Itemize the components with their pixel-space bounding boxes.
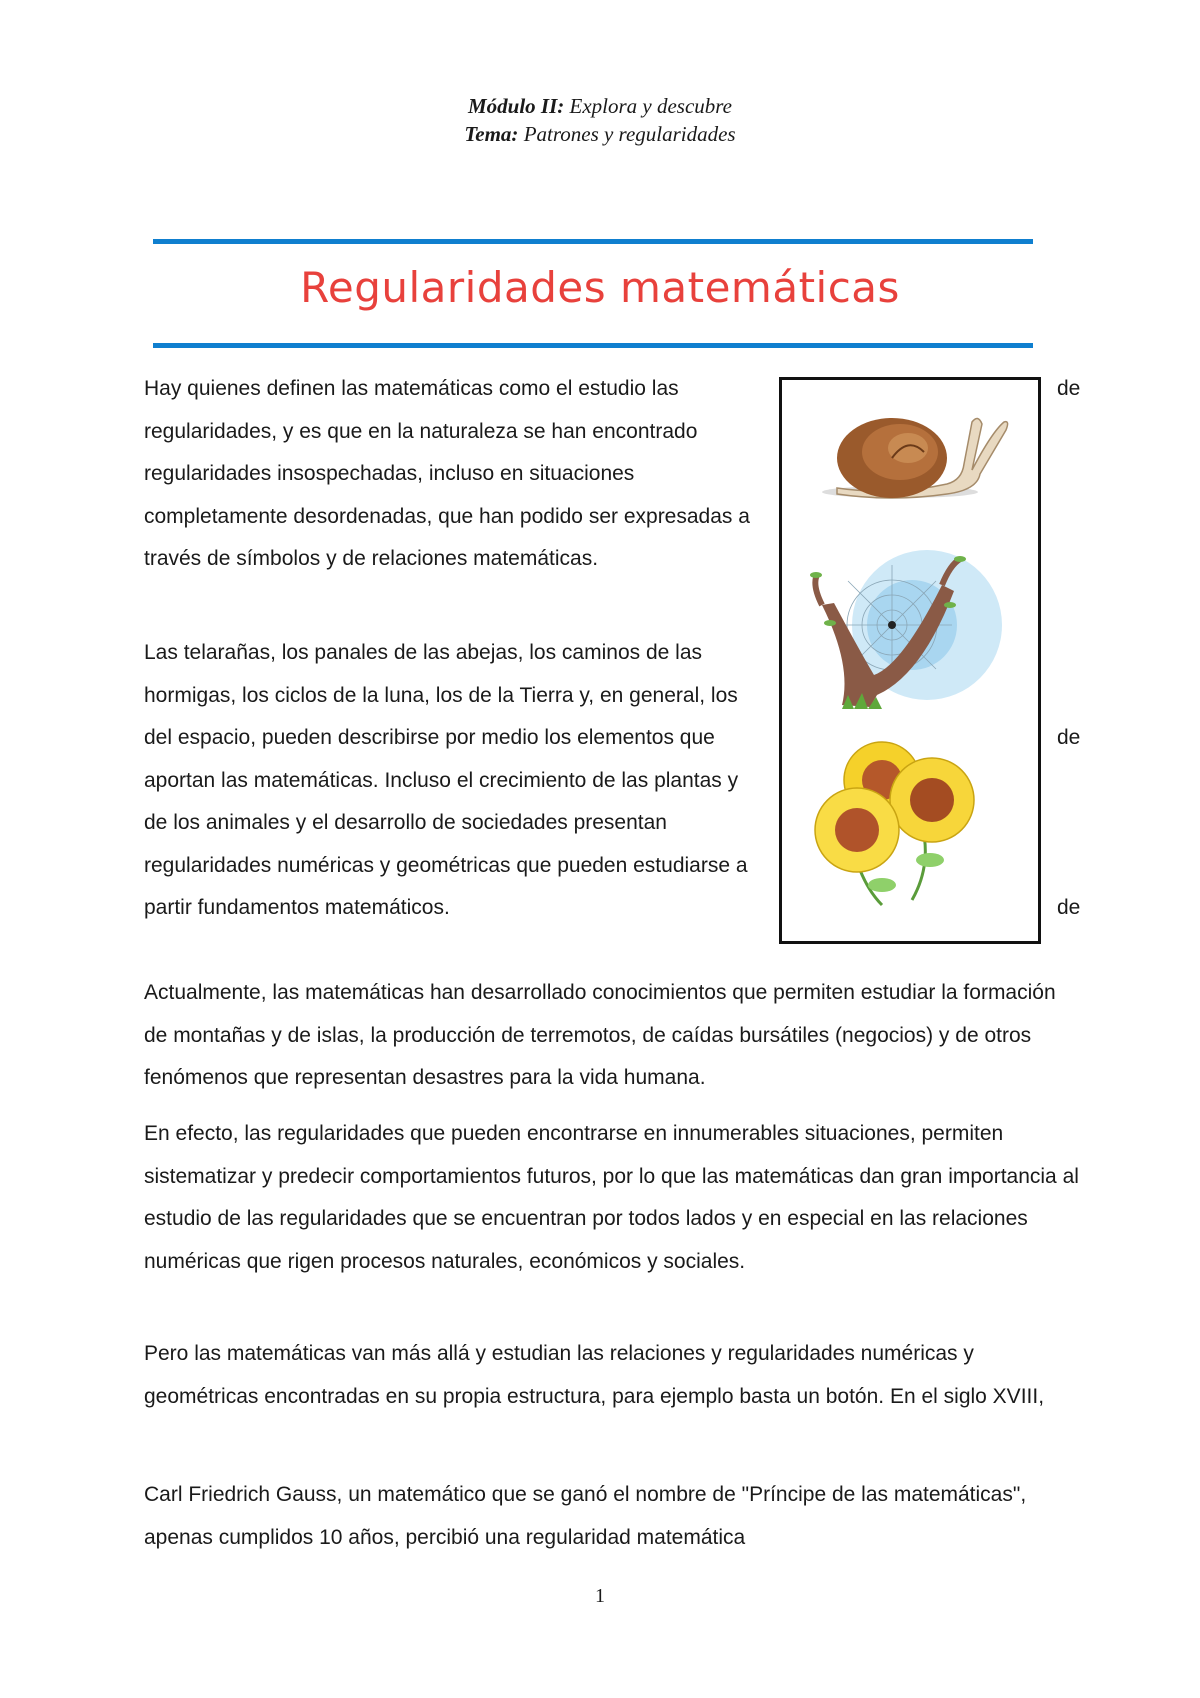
paragraph-2: Las telarañas, los panales de las abejas, los caminos de las hormigas, los ciclos de la luna, los de la Tierra y, en general, los del espacio, pueden describirse por medio los elementos que aportan las matemáticas. Incluso el crecimiento de las plantas y de los animales y el desarrollo de sociedades presentan regularidades numéricas y geométricas que pueden estudiarse a partir fundamentos matemáticos.: [144, 641, 748, 919]
floating-word-de-3: de: [1057, 896, 1081, 919]
paragraph-6: Carl Friedrich Gauss, un matemático que se ganó el nombre de "Príncipe de las matemáticas", apenas cumplidos 10 años, percibió una regularidad matemática: [144, 1483, 1027, 1549]
page-number: 1: [595, 1585, 605, 1607]
title-bottom-rule: [153, 343, 1033, 348]
paragraph-1: Hay quienes definen las matemáticas como el estudio las regularidades, y es que en la naturaleza se han encontrado regularidades insospechadas, incluso en situaciones completamente desordenadas, que han podido ser expresadas a través de símbolos y de relaciones matemáticas.: [144, 377, 750, 570]
module-text: Explora y descubre: [564, 94, 733, 118]
paragraph-5: Pero las matemáticas van más allá y estudian las relaciones y regularidades numéricas y geométricas encontradas en su propia estructura, para ejemplo basta un botón. En el siglo XVIII,: [144, 1342, 1045, 1408]
module-label: Módulo II:: [467, 94, 565, 118]
sunflowers-illustration: [782, 735, 1038, 915]
topic-label: Tema:: [464, 122, 519, 146]
document-header: [0, 92, 1200, 148]
snail-illustration: [782, 392, 1038, 532]
spiderweb-illustration: [782, 545, 1038, 715]
title-top-rule: [153, 239, 1033, 244]
floating-word-de-1: de: [1057, 377, 1081, 400]
illustration-frame: [779, 377, 1041, 944]
paragraph-4: En efecto, las regularidades que pueden encontrarse en innumerables situaciones, permiten sistematizar y predecir comportamientos futuros, por lo que las matemáticas dan gran importancia al estudio de las regularidades que se encuentran por todos lados y en especial en las relaciones numéricas que rigen procesos naturales, económicos y sociales.: [144, 1122, 1079, 1273]
topic-line: [0, 120, 1200, 148]
topic-text: Patrones y regularidades: [518, 122, 736, 146]
paragraph-3: Actualmente, las matemáticas han desarrollado conocimientos que permiten estudiar la formación de montañas y de islas, la producción de terremotos, de caídas bursátiles (negocios) y de otros fenómenos que representan desastres para la vida humana.: [144, 981, 1056, 1089]
page-title: Regularidades matemáticas: [300, 263, 900, 312]
module-line: [0, 92, 1200, 120]
floating-word-de-2: de: [1057, 726, 1081, 749]
